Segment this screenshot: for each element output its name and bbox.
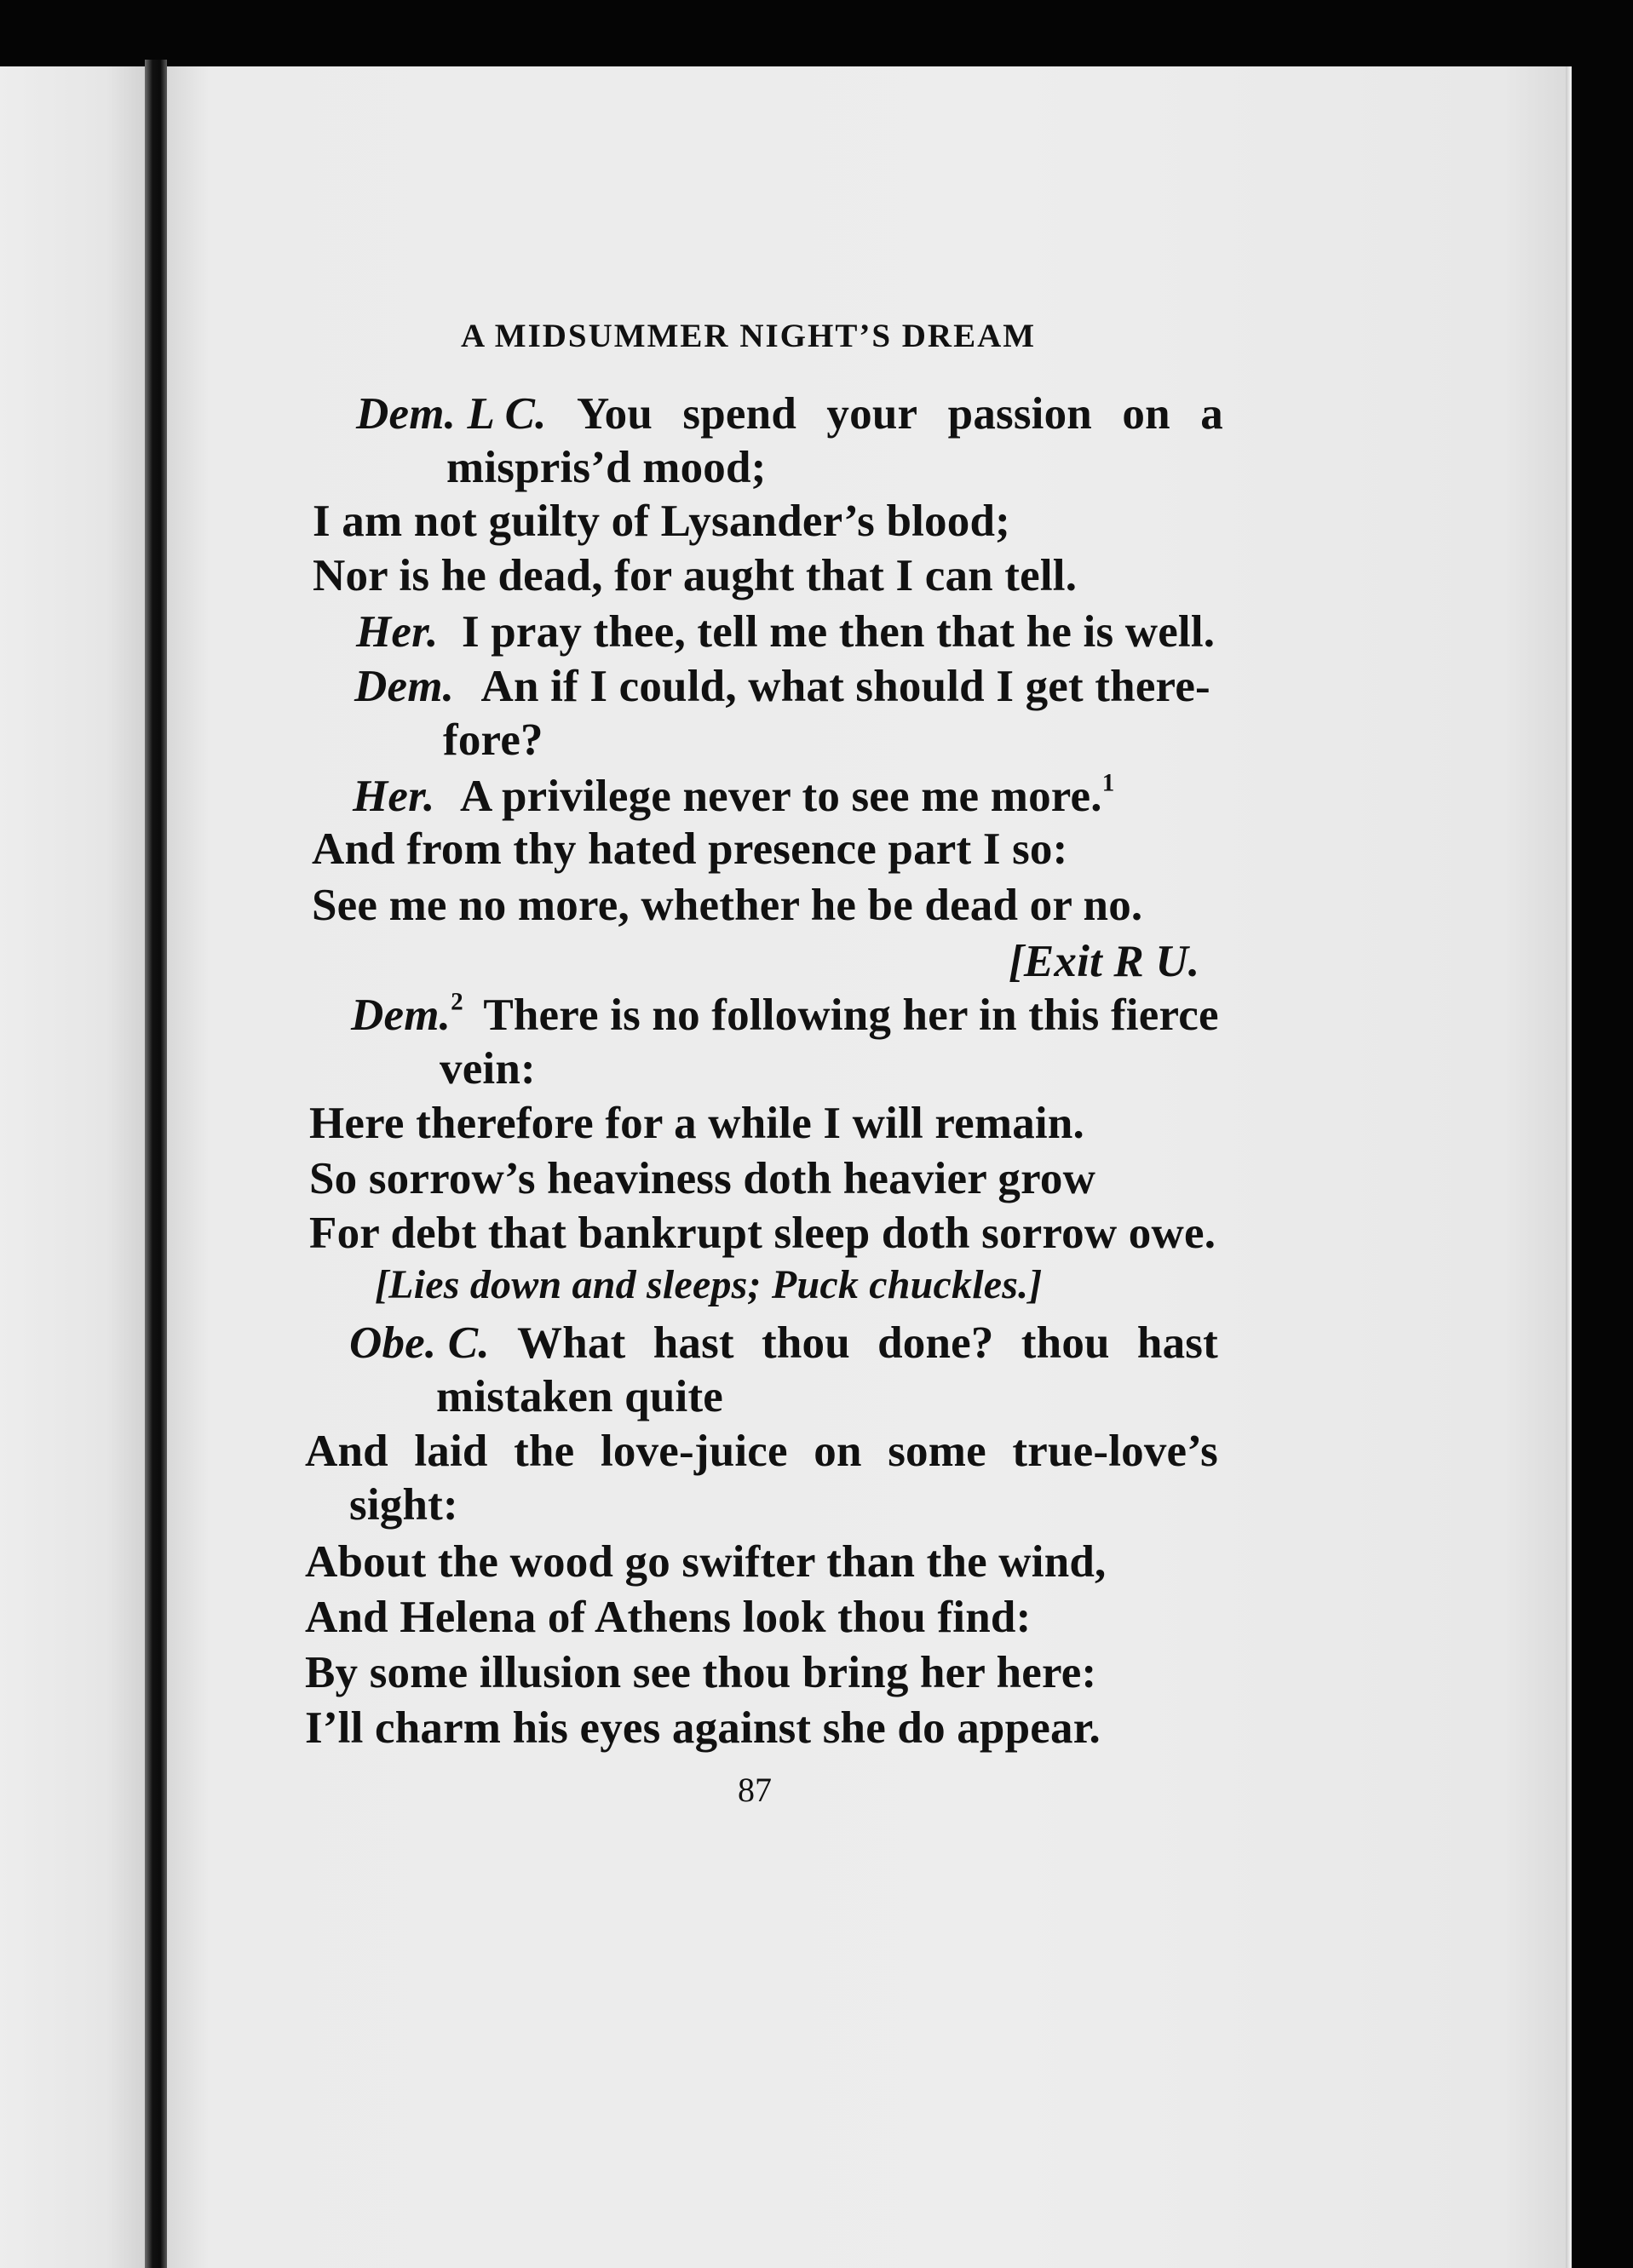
- verse-word: true-love’s: [1012, 1427, 1218, 1476]
- verse-line: [354, 664, 1210, 709]
- verse-line: sight:: [349, 1480, 458, 1530]
- verse-word: the: [514, 1427, 575, 1476]
- verse-word: passion: [947, 389, 1092, 439]
- verse-line: [351, 988, 1219, 1040]
- verse-word: thou: [761, 1318, 850, 1368]
- verse-word: a: [1200, 389, 1223, 439]
- verse-word: hast: [1136, 1318, 1218, 1368]
- footnote-marker: 2: [451, 988, 463, 1016]
- verse-line: fore?: [443, 715, 543, 765]
- verse-word: your: [826, 389, 918, 439]
- verse-text: A privilege never to see me more.: [459, 772, 1102, 821]
- verse-text: There is no following her in this fierce: [483, 990, 1219, 1040]
- verse-line: mispris’d mood;: [446, 443, 767, 492]
- verse-line: And from thy hated presence part I so:: [312, 824, 1068, 874]
- verse-word: done?: [877, 1318, 994, 1368]
- footnote-marker: 1: [1101, 769, 1115, 797]
- verse-word: on: [1122, 389, 1170, 439]
- verse-word: What: [517, 1318, 626, 1368]
- verse-line: And Helena of Athens look thou find:: [305, 1593, 1032, 1642]
- verse-word: You: [577, 389, 653, 439]
- speaker-name: Her.: [353, 772, 435, 821]
- verse-line: Here therefore for a while I will remain.: [309, 1099, 1084, 1148]
- verse-word: laid: [414, 1427, 488, 1476]
- verse-line: [356, 607, 1216, 657]
- verse-word: And: [305, 1427, 388, 1476]
- verse-line: [305, 1429, 1218, 1474]
- speaker-name: Dem.: [354, 662, 455, 711]
- verse-text: An if I could, what should I get there-: [480, 662, 1210, 711]
- verse-word: on: [814, 1427, 862, 1476]
- verse-word: spend: [682, 389, 796, 439]
- verse-line: [349, 1318, 1218, 1368]
- verse-line: [353, 769, 1115, 821]
- verse-line: mistaken quite: [436, 1372, 724, 1421]
- verse-line: About the wood go swifter than the wind,: [305, 1537, 1107, 1587]
- verse-line: For debt that bankrupt sleep doth sorrow owe.: [309, 1209, 1216, 1258]
- verse-word: some: [888, 1427, 986, 1476]
- verse-line: vein:: [440, 1044, 536, 1094]
- speaker-name: Dem.: [351, 990, 451, 1040]
- verse-line: I am not guilty of Lysander’s blood;: [313, 497, 1010, 546]
- verse-line: I’ll charm his eyes against she do appear.: [305, 1703, 1101, 1753]
- page-number: 87: [738, 1771, 772, 1809]
- speaker-name: Dem. L C.: [356, 389, 547, 439]
- running-header: A MIDSUMMER NIGHT’S DREAM: [461, 318, 1037, 354]
- verse-word: thou: [1021, 1318, 1110, 1368]
- speaker-name: Obe. C.: [349, 1318, 490, 1368]
- stage-direction: [Lies down and sleeps; Puck chuckles.]: [375, 1262, 1043, 1307]
- speaker-name: Her.: [356, 607, 439, 657]
- verse-line: So sorrow’s heaviness doth heavier grow: [309, 1154, 1096, 1203]
- verse-line: [356, 389, 1223, 439]
- verse-line: By some illusion see thou bring her here:: [305, 1648, 1097, 1697]
- verse-word: love-juice: [600, 1427, 788, 1476]
- verse-line: Nor is he dead, for aught that I can tell.: [313, 551, 1078, 600]
- verse-line: See me no more, whether he be dead or no.: [312, 881, 1143, 930]
- verse-word: hast: [653, 1318, 734, 1368]
- stage-direction: [Exit R U.: [1009, 937, 1200, 986]
- verse-text: I pray thee, tell me then that he is well.: [461, 607, 1216, 657]
